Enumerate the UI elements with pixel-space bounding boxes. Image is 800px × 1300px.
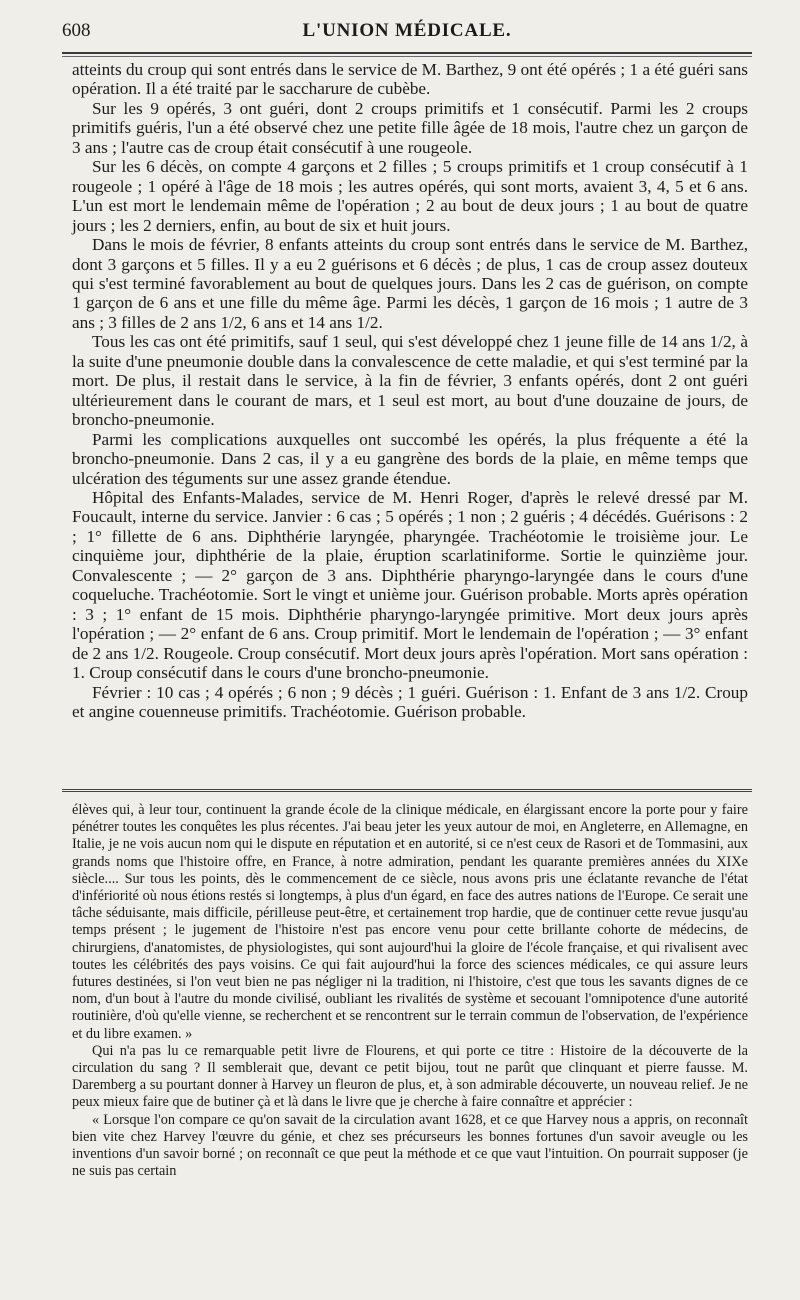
feuilleton-column	[72, 802, 748, 1180]
paragraph: Qui n'a pas lu ce remarquable petit livre de Flourens, et qui porte ce titre : Histoire de la découverte de la circulation du sang ? Il semblerait que, devant ce petit bijou, tout ne parût que clinquant et pierre fausse. M. Daremberg a su pourtant donner à Harvey un fleuron de plus, et, à son admirable découverte, un nouveau relief. Je ne peux mieux faire que de butiner çà et là dans le livre que je cherche à faire connaître et apprécier :	[72, 1042, 748, 1111]
paragraph: Sur les 9 opérés, 3 ont guéri, dont 2 croups primitifs et 1 consécutif. Parmi les 2 croups primitifs guéris, l'un a été observé chez une petite fille âgée de 18 mois, l'autre chez un garçon de 3 ans ; l'autre cas de croup était consécutif à une rougeole.	[72, 98, 748, 157]
paragraph: Parmi les complications auxquelles ont succombé les opérés, la plus fréquente a été la broncho-pneumonie. Dans 2 cas, il y a eu gangrène des bords de la plaie, en même temps que ulcération des téguments sur une assez grande étendue.	[72, 429, 748, 488]
header-rule	[62, 52, 752, 54]
paragraph: élèves qui, à leur tour, continuent la grande école de la clinique médicale, en élargissant encore la porte pour y faire pénétrer toutes les conquêtes les plus récentes. J'ai beau jeter les yeux autour de moi, en Angleterre, en Allemagne, en Italie, je ne vois aucun nom qui le dispute en réputation et en autorité, si ce n'est ceux de Rasori et de Tommasini, aux grands noms que l'histoire offre, en France, à notre admiration, pendant les quarante premières années du XIXe siècle.... Sur tous les points, dès le commencement de ce siècle, nous avons pris une éclatante revanche de l'état d'infériorité où nous étions restés si longtemps, à plus d'un égard, en face des autres nations de l'Europe. Ce serait une tâche séduisante, mais difficile, périlleuse peut-être, et certainement trop hardie, que de continuer cette revue jusqu'au temps présent ; le jugement de l'histoire n'est pas encore venu pour cette brillante cohorte de médecins, de chirurgiens, d'anatomistes, de physiologistes, qui sont aujourd'hui la gloire de l'école française, et qui rivalisent avec toutes les célébrités des pays voisins. Ce qui fait aujourd'hui la force des sciences médicales, ce qui assure leurs futures destinées, si l'on veut bien ne pas négliger ni la tradition, ni l'histoire, c'est que tous les savants dignes de ce nom, d'un bout à l'autre du monde civilisé, oubliant les rivalités de système et secouant l'omnipotence d'une autorité routinière, d'où qu'elle vienne, se recherchent et se rencontrent sur le terrain commun de l'observation, de l'expérience et du libre examen. »	[72, 802, 748, 1042]
page-header	[62, 18, 752, 48]
journal-title: L'UNION MÉDICALE.	[302, 20, 512, 41]
header-rule-thin	[62, 56, 752, 57]
page-number: 608	[62, 20, 91, 41]
paragraph: atteints du croup qui sont entrés dans le service de M. Barthez, 9 ont été opérés ; 1 a été guéri sans opération. Il a été traité par le saccharure de cubèbe.	[72, 60, 748, 99]
paragraph: Février : 10 cas ; 4 opérés ; 6 non ; 9 décès ; 1 guéri. Guérison : 1. Enfant de 3 ans 1/2. Croup et angine couenneuse primitifs. Trachéotomie. Guérison probable.	[72, 682, 748, 721]
paragraph: Tous les cas ont été primitifs, sauf 1 seul, qui s'est développé chez 1 jeune fille de 14 ans 1/2, à la suite d'une pneumonie double dans la convalescence de cette maladie, et qui s'est terminé par la mort. De plus, il restait dans le service, à la fin de février, 3 enfants opérés, dont 2 ont guéri ultérieurement dans le courant de mars, et 1 seul est mort, au bout d'une douzaine de jours, de broncho-pneumonie.	[72, 332, 748, 430]
paragraph: Dans le mois de février, 8 enfants atteints du croup sont entrés dans le service de M. Barthez, dont 3 garçons et 5 filles. Il y a eu 2 guérisons et 6 décès ; de plus, 1 cas de croup assez douteux qui s'est terminé favorablement au bout de quelques jours. Dans les 2 cas de guérison, on compte 1 garçon de 6 ans et une fille du même âge. Parmi les décès, 1 garçon de 16 mois ; 1 autre de 3 ans ; 3 filles de 2 ans 1/2, 6 ans et 14 ans 1/2.	[72, 235, 748, 332]
paragraph: Sur les 6 décès, on compte 4 garçons et 2 filles ; 5 croups primitifs et 1 croup consécutif à 1 rougeole ; 1 opéré à l'âge de 18 mois ; les autres opérés, qui sont morts, avaient 3, 4, 5 et 6 ans. L'un est mort le lendemain même de l'opération ; 2 au bout de deux jours ; 1 au bout de quatre jours ; les 2 derniers, enfin, au bout de six et huit jours.	[72, 157, 748, 235]
section-separator	[62, 789, 752, 792]
upper-column	[72, 60, 748, 721]
paragraph: Hôpital des Enfants-Malades, service de M. Henri Roger, d'après le relevé dressé par M. Foucault, interne du service. Janvier : 6 cas ; 5 opérés ; 1 non ; 2 guéris ; 4 décédés. Guérisons : 2 ; 1° fillette de 6 ans. Diphthérie laryngée, pharyngée. Trachéotomie le troisième jour. Le cinquième jour, diphthérie de la plaie, éruption scarlatiniforme. Sortie le quinzième jour. Convalescente ; — 2° garçon de 3 ans. Diphthérie pharyngo-laryngée dans le cours d'une coqueluche. Trachéotomie. Sort le vingt et unième jour. Guérison probable. Morts après opération : 3 ; 1° enfant de 15 mois. Diphthérie pharyngo-laryngée primitive. Mort deux jours après l'opération ; — 2° enfant de 6 ans. Croup primitif. Mort le lendemain de l'opération ; — 3° enfant de 2 ans 1/2. Rougeole. Croup consécutif. Mort deux jours après l'opération. Mort sans opération : 1. Croup consécutif dans le cours d'une broncho-pneumonie.	[72, 487, 748, 683]
paragraph: « Lorsque l'on compare ce qu'on savait de la circulation avant 1628, et ce que Harvey nous a appris, on reconnaît bien vite chez Harvey l'œuvre du génie, et chez ses précurseurs les bonnes fortunes d'un savoir aveugle ou les inventions d'un savoir borné ; on reconnaît ce que peut la méthode et ce que vaut l'intuition. On pourrait supposer (je ne suis pas certain	[72, 1111, 748, 1180]
